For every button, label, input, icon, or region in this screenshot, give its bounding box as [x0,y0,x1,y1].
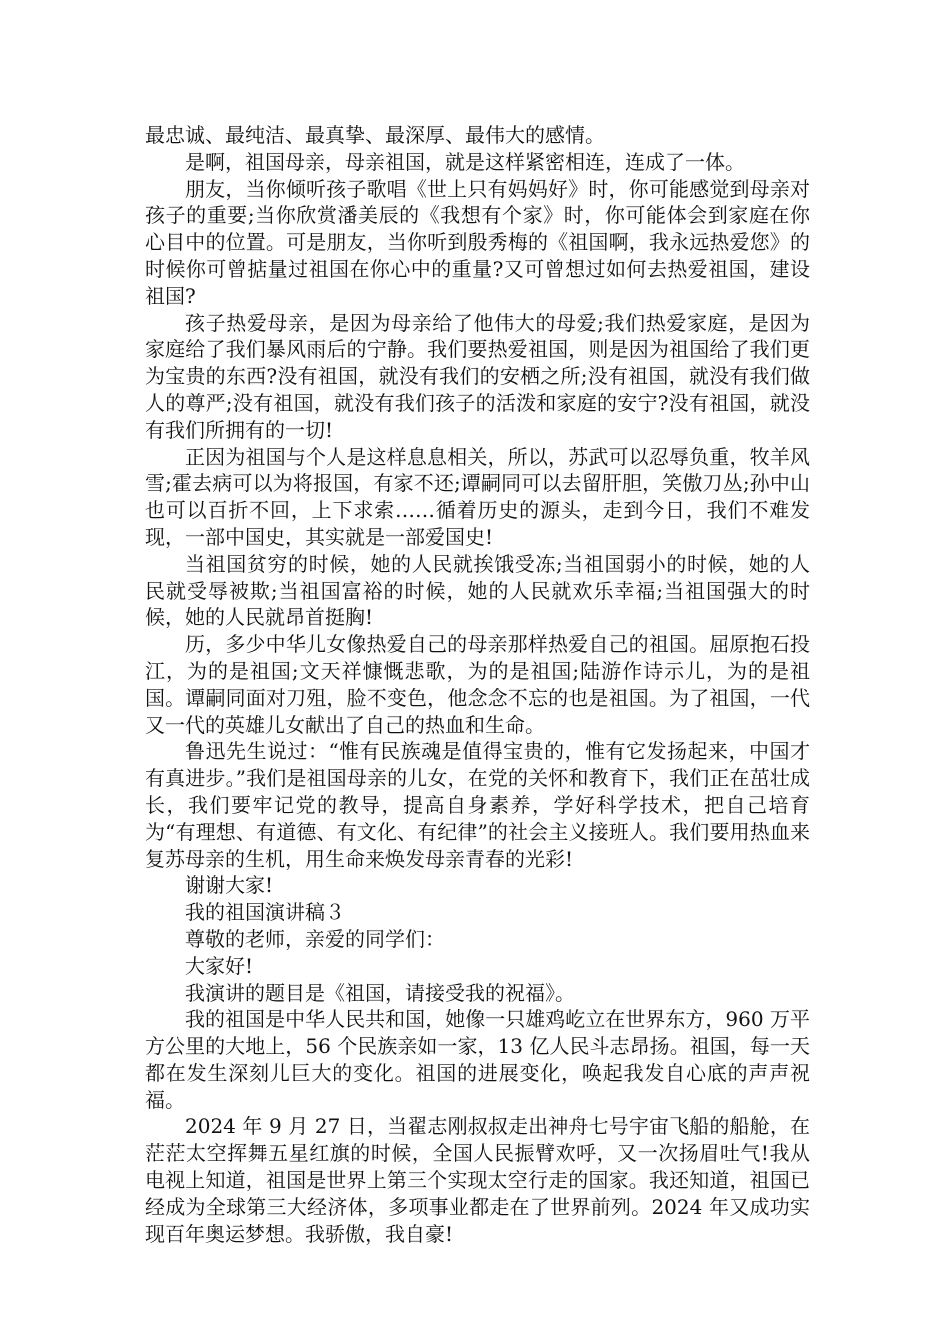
paragraph: 正因为祖国与个人是这样息息相关，所以，苏武可以忍辱负重，牧羊风雪;霍去病可以为将报国，有家不还;谭嗣同可以去留肝胆，笑傲刀丛;孙中山也可以百折不回，上下求索……循着历史的源头，走到今日，我们不难发现，一部中国史，其实就是一部爱国史! [145,444,810,549]
closing-line: 谢谢大家! [185,873,274,898]
greeting: 大家好! [185,953,254,978]
paragraph: 最忠诚、最纯洁、最真挚、最深厚、最伟大的感情。 [145,123,605,147]
speech-topic: 我演讲的题目是《祖国，请接受我的祝福》。 [185,980,575,1005]
document-page [145,122,810,1247]
salutation: 尊敬的老师，亲爱的同学们： [185,926,445,951]
paragraph: 当祖国贫穷的时候，她的人民就挨饿受冻;当祖国弱小的时候，她的人民就受辱被欺;当祖国富裕的时候，她的人民就欢乐幸福;当祖国强大的时候，她的人民就昂首挺胸! [145,551,810,630]
paragraph: 2024 年 9 月 27 日，当翟志刚叔叔走出神舟七号宇宙飞船的船舱，在茫茫太空挥舞五星红旗的时候，全国人民振臂欢呼，又一次扬眉吐气!我从电视上知道，祖国是世界上第三个实现太空行走的国家。我还知道，祖国已经成为全球第三大经济体，多项事业都走在了世界前列。2024 年又成功实现百年奥运梦想。我骄傲，我自豪! [145,1114,810,1246]
paragraph: 孩子热爱母亲，是因为母亲给了他伟大的母爱;我们热爱家庭，是因为家庭给了我们暴风雨后的宁静。我们要热爱祖国，则是因为祖国给了我们更为宝贵的东西?没有祖国，就没有我们的安栖之所;没有祖国，就没有我们做人的尊严;没有祖国，就没有我们孩子的活泼和家庭的安宁?没有祖国，就没有我们所拥有的一切! [145,310,810,442]
paragraph: 是啊，祖国母亲，母亲祖国，就是这样紧密相连，连成了一体。 [185,149,745,174]
section-title: 我的祖国演讲稿３ [185,900,345,925]
paragraph: 我的祖国是中华人民共和国，她像一只雄鸡屹立在世界东方，960 万平方公里的大地上，56 个民族亲如一家，13 亿人民斗志昂扬。祖国，每一天都在发生深刻儿巨大的变化。祖国的进展变化，唤起我发自心底的声声祝福。 [145,1007,810,1112]
paragraph: 鲁迅先生说过：“惟有民族魂是值得宝贵的，惟有它发扬起来，中国才有真进步。”我们是祖国母亲的儿女，在党的关怀和教育下，我们正在茁壮成长，我们要牢记党的教导，提高自身素养，学好科学技术，把自己培育为“有理想、有道德、有文化、有纪律”的社会主义接班人。我们要用热血来复苏母亲的生机，用生命来焕发母亲青春的光彩! [145,739,810,871]
paragraph: 朋友，当你倾听孩子歌唱《世上只有妈妈好》时，你可能感觉到母亲对孩子的重要;当你欣赏潘美辰的《我想有个家》时，你可能体会到家庭在你心目中的位置。可是朋友，当你听到殷秀梅的《祖国啊，我永远热爱您》的时候你可曾掂量过祖国在你心中的重量?又可曾想过如何去热爱祖国，建设祖国? [145,176,810,308]
paragraph: 历，多少中华儿女像热爱自己的母亲那样热爱自己的祖国。屈原抱石投江，为的是祖国;文天祥慷慨悲歌，为的是祖国;陆游作诗示儿，为的是祖国。谭嗣同面对刀殂，脸不变色，他念念不忘的也是祖国。为了祖国，一代又一代的英雄儿女献出了自己的热血和生命。 [145,632,810,737]
